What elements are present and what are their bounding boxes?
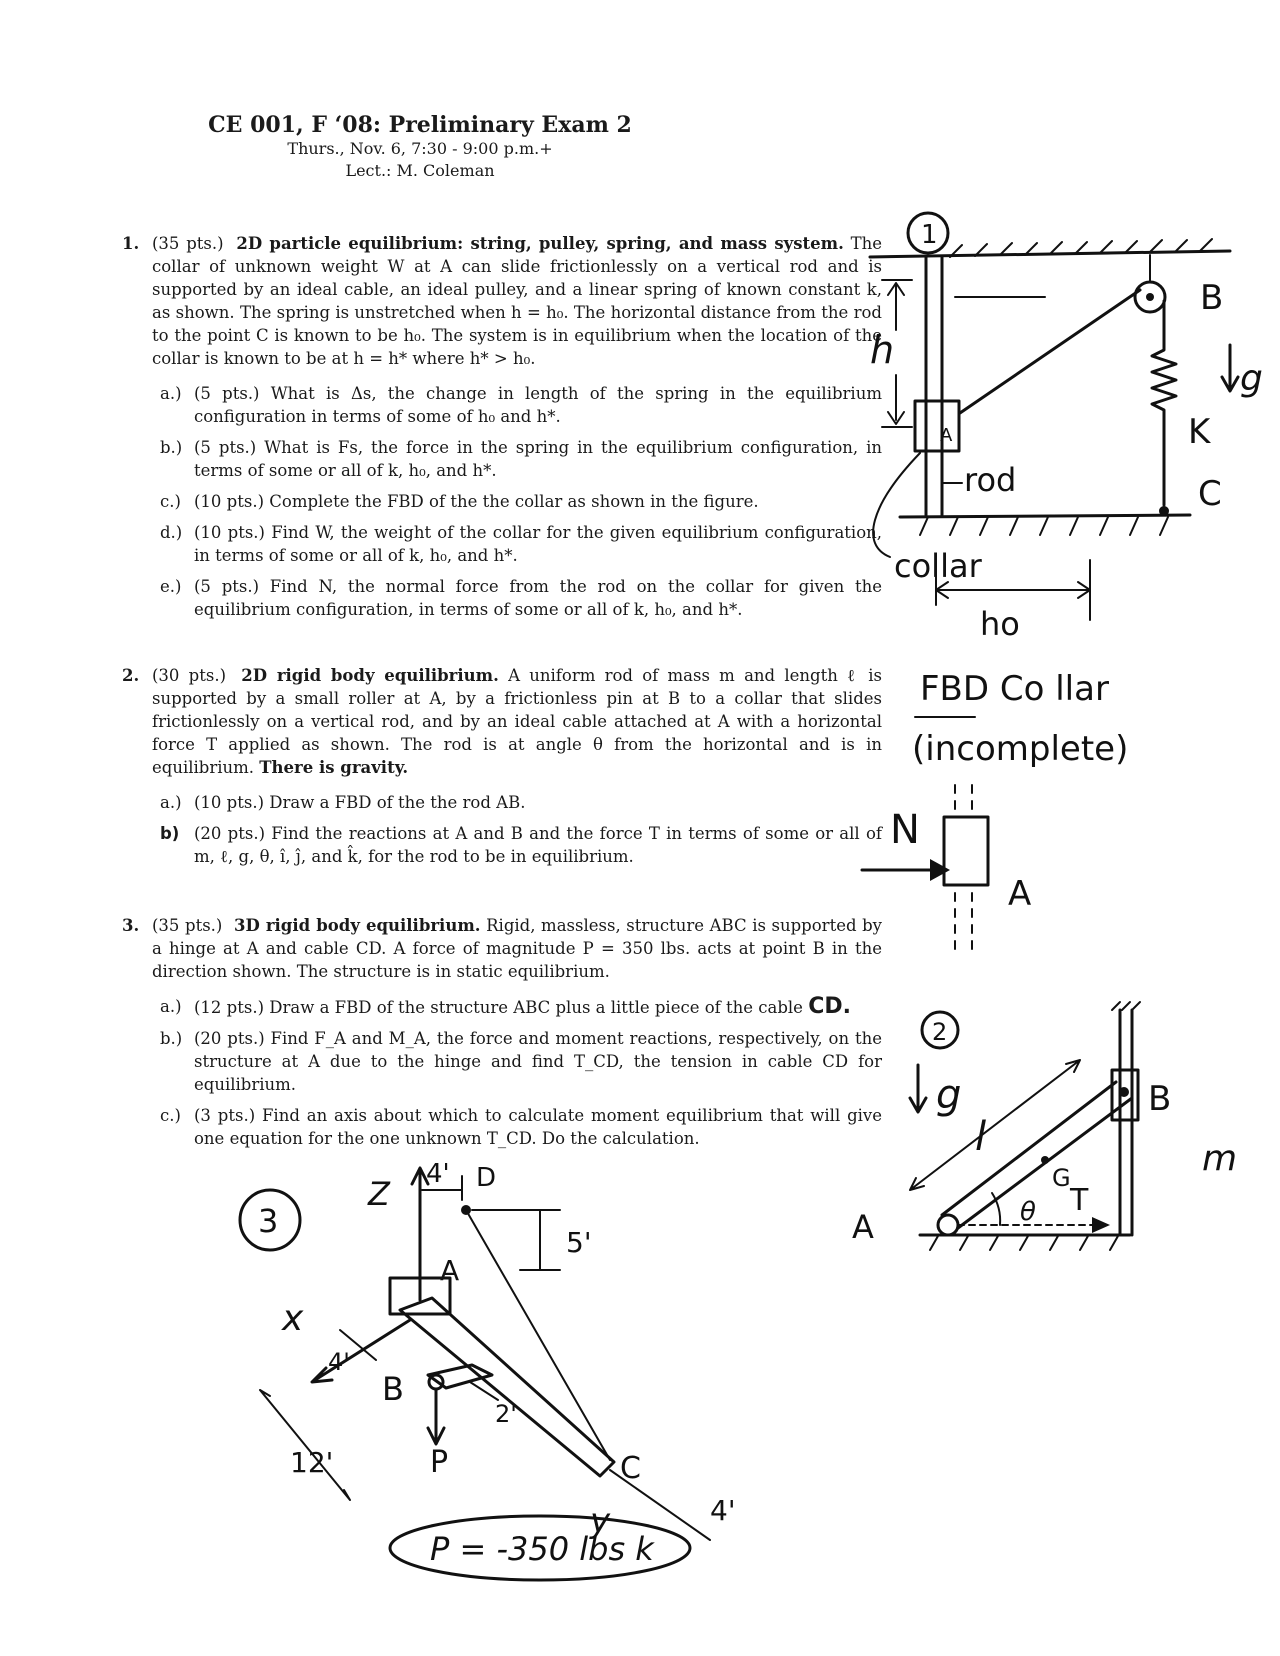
collar-pointer xyxy=(873,453,920,557)
label-a: A xyxy=(940,425,953,446)
label-collar: collar xyxy=(894,547,982,585)
figure-2-label-b: B xyxy=(1148,1079,1172,1119)
figure-2-center-g xyxy=(1041,1156,1049,1164)
problem-1-parts xyxy=(160,382,882,621)
problem-3-part-c: c.) (3 pts.) Find an axis about which to calculate moment equilibrium that will give one equation for the one unknown T_CD. Do the calculation. xyxy=(160,1106,882,1148)
problem-2-parts xyxy=(160,791,882,868)
floor-hatch xyxy=(920,517,1168,535)
figure-2-label-m: m xyxy=(1202,1138,1238,1179)
vertical-rod xyxy=(926,257,942,515)
problem-2-emphasis: There is gravity. xyxy=(259,758,409,777)
fbd-rod-dashed xyxy=(955,785,972,955)
figure-3-label-dim-4: 4' xyxy=(328,1348,350,1376)
problem-1-part-b: b.) (5 pts.) What is Fs, the force in the spring in the equilibrium configuration, in terms of some or all of k, h₀, and h*. xyxy=(160,438,882,480)
problem-1-part-c: c.) (10 pts.) Complete the FBD of the the collar as shown in the figure. xyxy=(160,492,759,511)
figure-2-label-t: T xyxy=(1070,1183,1089,1218)
figure-1 xyxy=(860,205,1263,965)
label-c: C xyxy=(1198,474,1222,514)
problem-2-part-b: b) (20 pts.) Find the reactions at A and B and the force T in terms of some or all of m, ℓ, g, θ, î, ĵ, and k̂, for the rod to be in equilibrium. xyxy=(160,824,882,866)
fbd-label-n: N xyxy=(890,807,920,853)
figure-3-dim-5 xyxy=(472,1210,560,1270)
figure-2-label-theta: θ xyxy=(1020,1197,1036,1227)
figure-3-label-c: C xyxy=(620,1451,641,1486)
collar-block xyxy=(915,401,959,451)
fbd-collar-block xyxy=(944,817,988,885)
problem-3-parts xyxy=(160,995,882,1150)
problem-1 xyxy=(122,232,882,629)
figure-3-label-a: A xyxy=(440,1254,460,1287)
figure-3-label-x: x xyxy=(282,1298,304,1339)
exam-title: CE 001, F ‘08: Preliminary Exam 2 xyxy=(208,112,632,138)
figure-2-label-g-center: G xyxy=(1052,1164,1071,1192)
label-k: K xyxy=(1188,412,1211,452)
problem-2-text: A uniform rod of mass m and length ℓ is supported by a small roller at A, by a frictionless pin at B to a collar that slides frictionlessly on a vertical rod, and by an ideal cable attached at A with a horizontal force T applied as shown. The rod is at angle θ from the horizontal and is in equilibrium. xyxy=(152,666,882,777)
figure-3-label-z: Z xyxy=(368,1175,390,1213)
figure-3-label-b: B xyxy=(382,1370,404,1408)
figure-2-rod-ab xyxy=(942,1082,1132,1228)
fbd-subtitle: (incomplete) xyxy=(912,729,1129,769)
figure-3-label-dim-5: 5' xyxy=(566,1226,592,1259)
force-equation: P = -350 lbs k xyxy=(430,1530,654,1568)
figure-3-label-d: D xyxy=(476,1163,497,1193)
problem-3-topic: 3D rigid body equilibrium. xyxy=(233,916,481,935)
exam-lecturer: Lect.: M. Coleman xyxy=(345,161,495,180)
spring xyxy=(1152,301,1176,505)
figure-2 xyxy=(852,1010,1240,1250)
figure-3-label-p: P xyxy=(430,1445,449,1480)
label-h0: ho xyxy=(980,605,1020,643)
figure-3-label-dim-top: 4' xyxy=(426,1159,450,1189)
figure-2-roller-a xyxy=(938,1215,958,1235)
figure-2-gravity-arrow xyxy=(910,1065,926,1112)
figure-3-label-y: y xyxy=(590,1501,611,1541)
exam-header xyxy=(0,112,840,182)
problem-3 xyxy=(122,914,882,1158)
label-b: B xyxy=(1200,278,1224,318)
problem-3-text: Rigid, massless, structure ABC is supported by a hinge at A and cable CD. A force of magnitude P = 350 lbs. acts at point B in the direction shown. The structure is in static equilibrium. xyxy=(152,916,882,981)
problem-2-points: (30 pts.) xyxy=(152,666,227,685)
problem-1-topic: 2D particle equilibrium: string, pulley, spring, and mass system. xyxy=(236,234,844,253)
fbd-label-a: A xyxy=(1008,874,1032,914)
figure-2-t-arrowhead xyxy=(1092,1217,1110,1233)
problem-3-part-a: a.) (12 pts.) Draw a FBD of the structure ABC plus a little piece of the cable CD. xyxy=(160,994,851,1019)
problem-1-points: (35 pts.) xyxy=(152,234,224,253)
figure-2-pin-b xyxy=(1119,1087,1129,1097)
floor-line xyxy=(900,515,1190,517)
figure-3-label-dim-2: 2' xyxy=(495,1400,517,1428)
label-rod: rod xyxy=(964,461,1017,499)
problem-1-part-a: a.) (5 pts.) What is Δs, the change in length of the spring in the equilibrium configuration in terms of some of h₀ and h*. xyxy=(160,384,882,426)
exam-date: Thurs., Nov. 6, 7:30 - 9:00 p.m.+ xyxy=(287,139,553,158)
problem-3-part-a-handwritten: CD. xyxy=(808,994,851,1019)
figure-3-label-dim-4b: 4' xyxy=(710,1494,736,1527)
anchor-c xyxy=(1159,506,1169,516)
figure-2-top-hatch xyxy=(1112,1002,1140,1010)
problem-1-part-d: d.) (10 pts.) Find W, the weight of the collar for the given equilibrium configuration, in terms of some or all of k, h₀, and h*. xyxy=(160,523,882,565)
cable xyxy=(960,290,1140,413)
figure-2-number: 2 xyxy=(932,1018,948,1046)
pulley-center xyxy=(1146,293,1154,301)
problem-1-text: The collar of unknown weight W at A can slide frictionlessly on a vertical rod and is supported by an ideal cable, an ideal pulley, and a linear spring of known constant k, as shown. The spring is unstretched when h = h₀. The horizontal distance from the rod to the point C is known to be h₀. The system is in equilibrium when the location of the collar is known to be at h = h* where h* > h₀. xyxy=(152,234,882,368)
figure-3-dim-12 xyxy=(260,1390,350,1500)
figure-2-vertical-rod xyxy=(1120,1010,1132,1235)
problem-3-number: 3. xyxy=(122,916,140,935)
fbd-title: FBD Co llar xyxy=(920,669,1109,709)
label-g: g xyxy=(1240,358,1263,399)
figure-2-label-a: A xyxy=(852,1208,874,1246)
problem-2-number: 2. xyxy=(122,666,140,685)
problem-2 xyxy=(122,664,882,876)
force-p-arrow xyxy=(428,1390,444,1444)
fbd-normal-force-head xyxy=(930,859,950,881)
problem-2-part-a: a.) (10 pts.) Draw a FBD of the the rod AB. xyxy=(160,793,526,812)
problem-1-number: 1. xyxy=(122,234,140,253)
figure-2-label-g: g xyxy=(936,1072,962,1118)
label-h: h xyxy=(870,328,895,372)
figure-3 xyxy=(240,1160,820,1590)
problem-3-part-b: b.) (20 pts.) Find F_A and M_A, the force and moment reactions, respectively, on the structure at A due to the hinge and find T_CD, the tension in cable CD for equilibrium. xyxy=(160,1029,882,1094)
gravity-arrow xyxy=(1222,345,1238,391)
figure-1-number: 1 xyxy=(921,220,938,250)
figure-2-floor-hatch xyxy=(930,1236,1118,1250)
figure-2-label-l: l xyxy=(975,1114,987,1160)
figure-3-label-dim-12: 12' xyxy=(290,1446,334,1479)
problem-3-points: (35 pts.) xyxy=(152,916,223,935)
problem-1-part-e: e.) (5 pts.) Find N, the normal force from the rod on the collar for given the equilibrium configuration, in terms of some or all of k, h₀, and h*. xyxy=(160,577,882,619)
figure-3-number: 3 xyxy=(258,1202,279,1240)
problem-2-topic: 2D rigid body equilibrium. xyxy=(241,666,499,685)
